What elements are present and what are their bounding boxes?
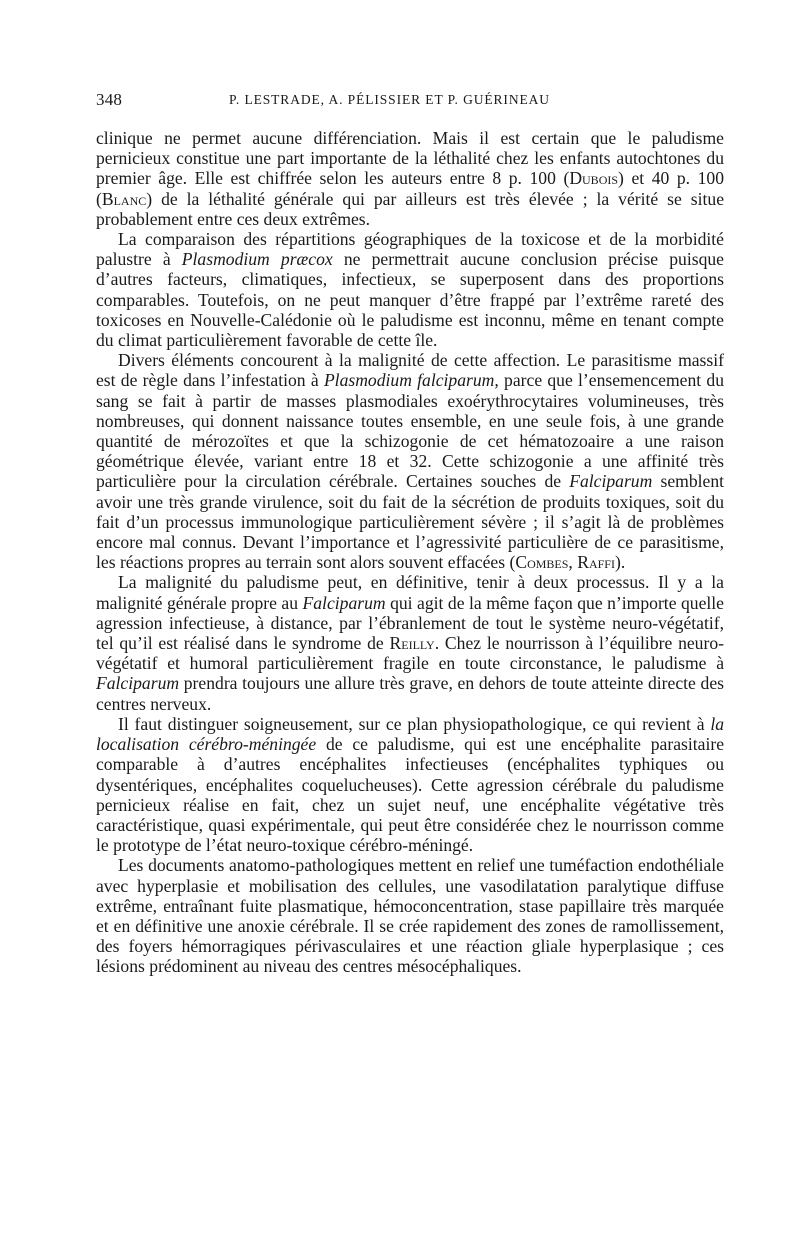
italic-term: la localisation cérébro-méningée — [96, 713, 724, 755]
body-text — [96, 128, 724, 977]
italic-term: Falciparum — [302, 592, 386, 613]
author-ref: Blanc — [101, 188, 147, 209]
italic-term: Plasmodium falciparum, — [323, 370, 499, 391]
author-ref: Raffi — [577, 552, 615, 573]
italic-term: Plasmodium præcox — [181, 249, 333, 270]
italic-term: Falciparum — [569, 471, 653, 492]
paragraph-2: La comparaison des répartitions géographiques de la toxicose et de la morbidité palustre à Plasmodium præcox ne permettrait aucune conclusion précise puisque d’autres facteurs, climatiques, infectieux, se superposent dans des proportions comparables. Toutefois, on ne peut manquer d’être frappé par l’extrême rareté des toxicoses en Nouvelle-Calédonie où le paludisme est inconnu, même en tenant compte du climat particulièrement favorable de cette île. — [96, 229, 724, 351]
author-ref: Combes — [515, 552, 569, 573]
paragraph-1: clinique ne permet aucune différenciation. Mais il est certain que le paludisme pernicieux constitue une part importante de la léthalité chez les enfants autochtones du premier âge. Elle est chiffrée selon les auteurs entre 8 p. 100 (Dubois) et 40 p. 100 (Blanc) de la léthalité générale qui par ailleurs est très élevée ; la vérité se situe probablement entre ces deux extrêmes. — [96, 128, 724, 229]
paragraph-4: La malignité du paludisme peut, en définitive, tenir à deux processus. Il y a la malignité générale propre au Falciparum qui agit de la même façon que n’importe quelle agression infectieuse, à distance, par l’ébranlement de tout le système neuro-végétatif, tel qu’il est réalisé dans le syndrome de Reilly. Chez le nourrisson à l’équilibre neuro-végétatif et humoral particulièrement fragile en toute circonstance, le paludisme à Falciparum prendra toujours une allure très grave, en dehors de toute atteinte directe des centres nerveux. — [96, 572, 724, 714]
author-ref: Reilly — [389, 633, 435, 654]
running-title: P. LESTRADE, A. PÉLISSIER ET P. GUÉRINEAU — [229, 92, 550, 107]
paragraph-3: Divers éléments concourent à la malignité de cette affection. Le parasitisme massif est de règle dans l’infestation à Plasmodium falciparum, parce que l’ensemencement du sang se fait à partir de masses plasmodiales exoérythrocytaires volumineuses, très nombreuses, qui donnent naissance toutes ensemble, en une seule fois, à une grande quantité de mérozoïtes et que la schizogonie de cet hématozoaire a une raison géométrique élevée, variant entre 18 et 32. Cette schizogonie a une affinité très particulière pour la circulation cérébrale. Certaines souches de Falciparum semblent avoir une très grande virulence, soit du fait de la sécrétion de produits toxiques, soit du fait d’un processus immunologique particulièrement sévère ; il s’agit là de problèmes encore mal connus. Devant l’importance et l’agressivité particulière de ce parasitisme, les réactions propres au terrain sont alors souvent effacées (Combes, Raffi). — [96, 350, 725, 573]
paragraph-6: Les documents anatomo-pathologiques mettent en relief une tuméfaction endothéliale avec hyperplasie et mobilisation des cellules, une vasodilatation paralytique diffuse extrême, entraînant fuite plasmatique, hémoconcentration, stase papillaire très marquée et en définitive une anoxie cérébrale. Il se crée rapidement des zones de ramollissement, des foyers hémorragiques périvasculaires et une réaction gliale hyperplasique ; ces lésions prédominent au niveau des centres mésocéphaliques. — [96, 855, 724, 977]
page-number: 348 — [96, 90, 123, 109]
italic-term: Falciparum — [96, 673, 180, 694]
paragraph-5: Il faut distinguer soigneusement, sur ce plan physiopathologique, ce qui revient à la localisation cérébro-méningée de ce paludisme, qui est une encéphalite parasitaire comparable à d’autres encéphalites infectieuses (encéphalites typhiques ou dysentériques, encéphalites coquelucheuses). Cette agression cérébrale du paludisme pernicieux réalise en fait, chez un sujet neuf, une encéphalite végétative très caractéristique, quasi expérimentale, qui peut être considérée chez le nourrisson comme le prototype de l’état neuro-toxique cérébro-méningé. — [96, 713, 725, 856]
author-ref: Dubois — [569, 168, 619, 189]
